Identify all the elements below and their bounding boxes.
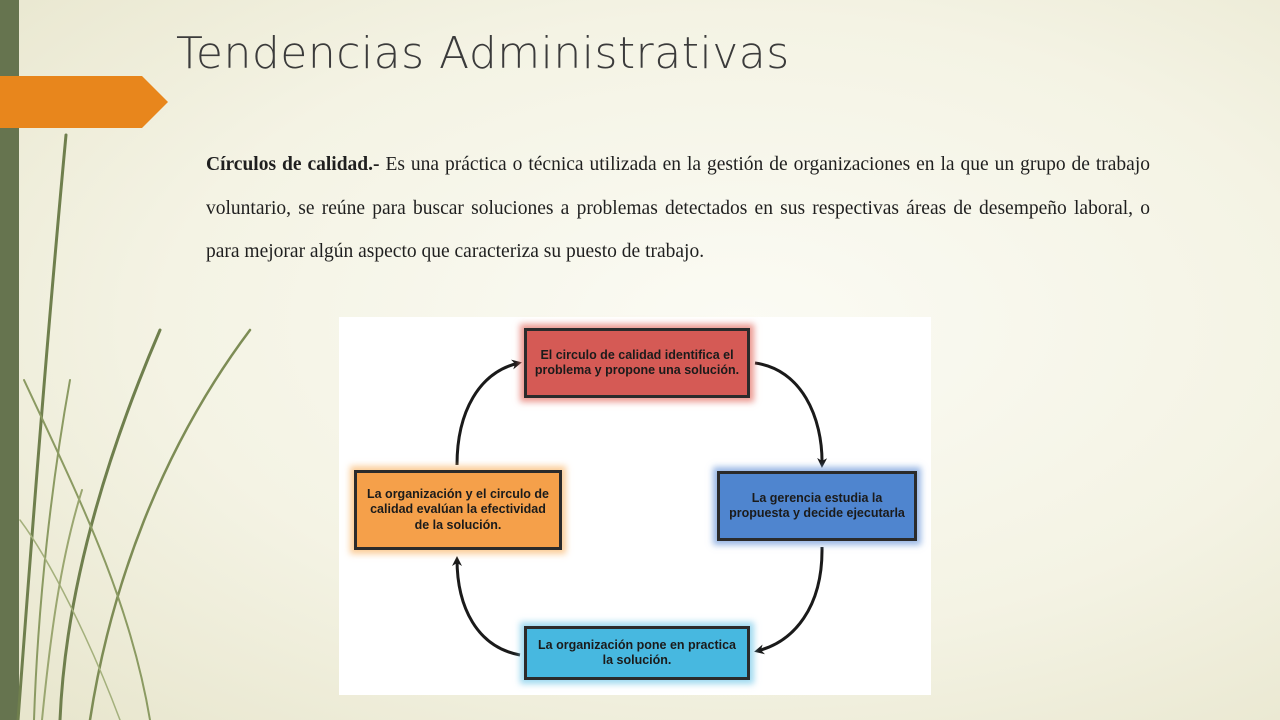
step-implement-solution-box: La organización pone en practica la solución.: [524, 626, 750, 680]
step-evaluate-effectiveness-box: La organización y el circulo de calidad evalúan la efectividad de la solución.: [354, 470, 562, 550]
slide-title: Tendencias Administrativas: [176, 28, 790, 79]
arrow-orange-to-red: [457, 363, 519, 465]
arrow-red-to-blue: [755, 363, 822, 465]
body-definition: Es una práctica o técnica utilizada en la gestión de organizaciones en la que un grupo de trabajo voluntario, se reúne para buscar soluciones a problemas detectados en sus respectivas áreas de desempeño laboral, o para mejorar algún aspecto que caracteriza su puesto de trabajo.: [206, 154, 1151, 262]
body-paragraph: [206, 143, 1150, 274]
arrow-cyan-to-orange: [457, 559, 520, 655]
quality-circle-diagram: [339, 317, 931, 695]
step-management-review-box: La gerencia estudia la propuesta y decide ejecutarla: [717, 471, 917, 541]
body-term: Círculos de calidad.-: [206, 154, 380, 175]
arrow-blue-to-cyan: [757, 547, 822, 651]
grass-decoration: [0, 0, 260, 720]
step-identify-problem-box: El circulo de calidad identifica el problema y propone una solución.: [524, 328, 750, 398]
